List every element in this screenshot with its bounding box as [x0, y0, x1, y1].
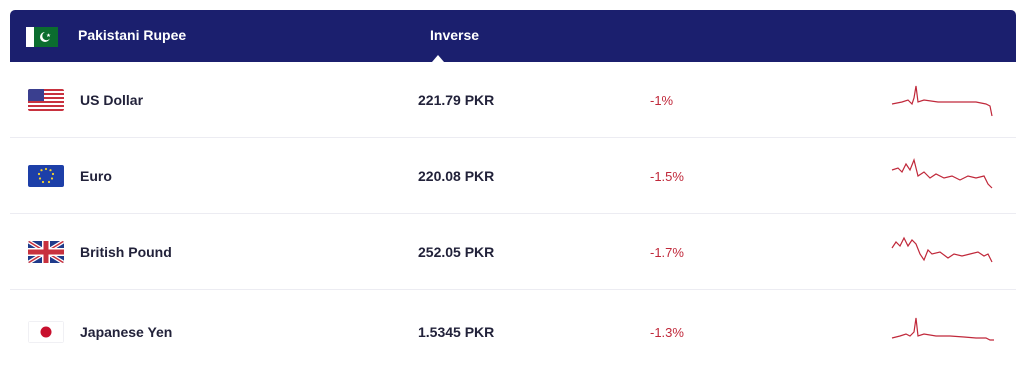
sparkline-chart [890, 232, 1000, 272]
japan-flag-icon [28, 321, 64, 343]
sparkline-chart [890, 80, 1000, 120]
exchange-rate: 221.79 PKR [418, 92, 495, 108]
list-item[interactable] [10, 290, 1016, 366]
currency-name: British Pound [80, 244, 172, 260]
table-header [10, 10, 1016, 62]
currency-name: Euro [80, 168, 112, 184]
change-percent: -1.5% [650, 169, 684, 184]
list-item[interactable] [10, 214, 1016, 290]
currency-name: Japanese Yen [80, 324, 173, 340]
list-item[interactable] [10, 62, 1016, 138]
exchange-rate: 220.08 PKR [418, 168, 495, 184]
base-currency-label: Pakistani Rupee [78, 27, 187, 43]
inverse-tab[interactable]: Inverse [430, 27, 480, 43]
currency-name: US Dollar [80, 92, 144, 108]
list-item[interactable] [10, 138, 1016, 214]
exchange-rate: 1.5345 PKR [418, 324, 495, 340]
sparkline-chart [890, 156, 1000, 196]
change-percent: -1.3% [650, 325, 684, 340]
eu-flag-icon [28, 165, 64, 187]
active-tab-indicator [432, 55, 444, 62]
us-flag-icon [28, 89, 64, 111]
uk-flag-icon [28, 241, 64, 263]
change-percent: -1% [650, 93, 674, 108]
pakistan-flag-icon [26, 27, 58, 47]
exchange-rate: 252.05 PKR [418, 244, 495, 260]
sparkline-chart [890, 310, 1000, 350]
change-percent: -1.7% [650, 245, 684, 260]
